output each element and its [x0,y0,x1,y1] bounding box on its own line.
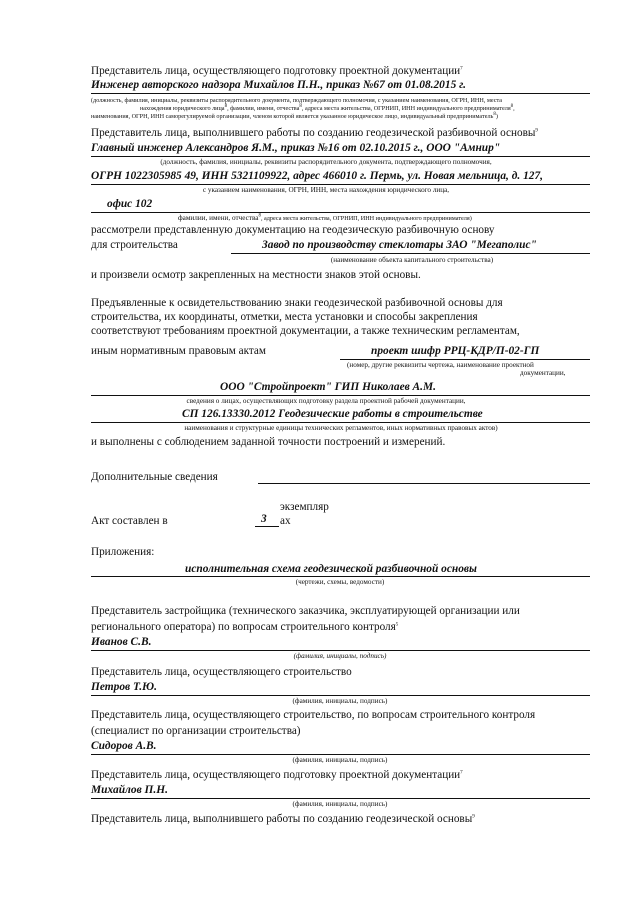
project-rep-hint-3: наименования, ОГРН, ИНН саморегулируемой организации, членом которой является указанное юридическое лицо, индивидуальный предприниматель$^8$) [91,111,498,120]
geodesy-rep-value-2: ОГРН 1022305985 49, ИНН 5321109922, адрес 466010 г. Пермь, ул. Новая мельница, д. 127, [91,170,544,182]
accuracy-text: и выполнены с соблюдением заданной точности построений и измерений. [91,436,446,448]
project-rep-hint-1: (должность, фамилия, инициалы, реквизиты распорядительного документа, подтверждающего полномочия, с указанием наименования, ОГРН, ИНН, места [91,97,503,104]
signature-control-name: Сидоров А.В. [91,740,157,752]
geodesy-rep-value-3: офис 102 [107,198,153,210]
geodesy-rep-value-1: Главный инженер Александров Я.М., приказ №16 от 02.10.2015 г., ООО "Амнир" [91,142,501,154]
underline [91,422,590,423]
reviewed-text: рассмотрели представленную документацию на геодезическую разбивочную основу [91,224,495,236]
for-construction-label: для строительства [91,239,178,251]
geodesy-rep-hint-3: фамилии, имени, отчества$^8$, адреса места жительства, ОГРНИП, ИНН индивидуального предпринимателя) [178,213,472,222]
standard-hint: наименования и структурные единицы технических регламентов, иных нормативных правовых актов) [184,424,498,432]
signature-customer-heading-1: Представитель застройщика (технического заказчика, эксплуатирующей организации или [91,605,520,617]
underline [91,695,590,696]
geodesy-rep-hint-2: с указанием наименования, ОГРН, ИНН, места нахождения юридического лица, [202,186,450,194]
underline [91,395,590,396]
paragraph-line-3: соответствуют требованиям проектной документации, а также техническим регламентам, [91,325,520,337]
project-rep-value: Инженер авторского надзора Михайлов П.Н., приказ №67 от 01.08.2015 г. [91,79,467,91]
appendix-hint: (чертежи, схемы, ведомости) [295,578,385,586]
designer-value: ООО "Стройпроект" ГИП Николаев А.М. [220,381,436,393]
signature-designer-hint: (фамилия, инициалы, подпись) [292,800,388,808]
underline [91,798,590,799]
signature-customer-heading-2: регионального оператора) по вопросам строительного контроля$^5$ [91,621,399,633]
signature-customer-hint: (фамилия, инициалы, подпись) [293,652,387,660]
project-code-hint-1: (номер, другие реквизиты чертежа, наименование проектной [347,361,534,369]
signature-control-heading-1: Представитель лица, осуществляющего строительство, по вопросам строительного контроля [91,709,536,721]
signature-designer-heading: Представитель лица, осуществляющего подготовку проектной документации$^7$ [91,769,463,781]
act-compiled-label: Акт составлен в [91,515,168,527]
geodesy-rep-heading: Представитель лица, выполнившего работы по созданию геодезической разбивочной основы$^9$ [91,127,538,139]
inspected-text: и произвели осмотр закрепленных на местности знаков этой основы. [91,269,421,281]
underline [231,253,590,254]
standard-value: СП 126.13330.2012 Геодезические работы в строительстве [182,408,483,420]
paragraph-line-1: Предъявленные к освидетельствованию знаки геодезической разбивочной основы для [91,297,503,309]
paragraph-line-4: иным нормативным правовым актам [91,345,266,357]
underline [91,93,590,94]
project-rep-heading: Представитель лица, осуществляющего подготовку проектной документации$^7$ [91,65,463,77]
underline [91,754,590,755]
signature-geodesy-heading: Представитель лица, выполнившего работы по созданию геодезической основы$^9$ [91,813,475,825]
copies-count: 3 [261,513,267,525]
underline [255,526,279,527]
copies-word-top: экземпляр [280,501,329,513]
underline [91,184,590,185]
signature-builder-name: Петров Т.Ю. [91,681,157,693]
object-hint: (наименование объекта капитального строительства) [330,256,494,264]
additional-info-line [258,483,590,484]
signature-control-heading-2: (специалист по организации строительства) [91,725,301,737]
appendix-value: исполнительная схема геодезической разбивочной основы [185,563,477,575]
copies-word-bottom: ах [280,515,291,527]
underline [91,576,590,577]
signature-builder-heading: Представитель лица, осуществляющего строительство [91,666,352,678]
project-code-hint-2: документации, [520,369,566,377]
designer-hint: сведения о лицах, осуществляющих подготовку раздела проектной рабочей документации, [186,397,466,405]
underline [91,212,590,213]
underline [91,650,590,651]
project-code: проект шифр РРЦ-КДР/П-02-ГП [371,345,540,357]
underline [91,156,590,157]
signature-designer-name: Михайлов П.Н. [91,784,168,796]
geodesy-rep-hint-1: (должность, фамилия, инициалы, реквизиты распорядительного документа, подтверждающего полномочия, [160,158,492,166]
additional-info-label: Дополнительные сведения [91,471,218,483]
signature-builder-hint: (фамилия, инициалы, подпись) [292,697,388,705]
object-name: Завод по производству стеклотары ЗАО "Мегаполис" [262,239,537,251]
appendix-label: Приложения: [91,546,155,558]
signature-customer-name: Иванов С.В. [91,636,152,648]
paragraph-line-2: строительства, их координаты, отметки, места установки и способы закрепления [91,311,478,323]
signature-control-hint: (фамилия, инициалы, подпись) [292,756,388,764]
project-rep-hint-2: нахождения юридического лица$^8$, фамилии, имени, отчества$^8$, адреса места жительства, ОГРНИП, ИНН индивидуального предпринимателя$^8$, [140,103,515,112]
underline [340,359,590,360]
